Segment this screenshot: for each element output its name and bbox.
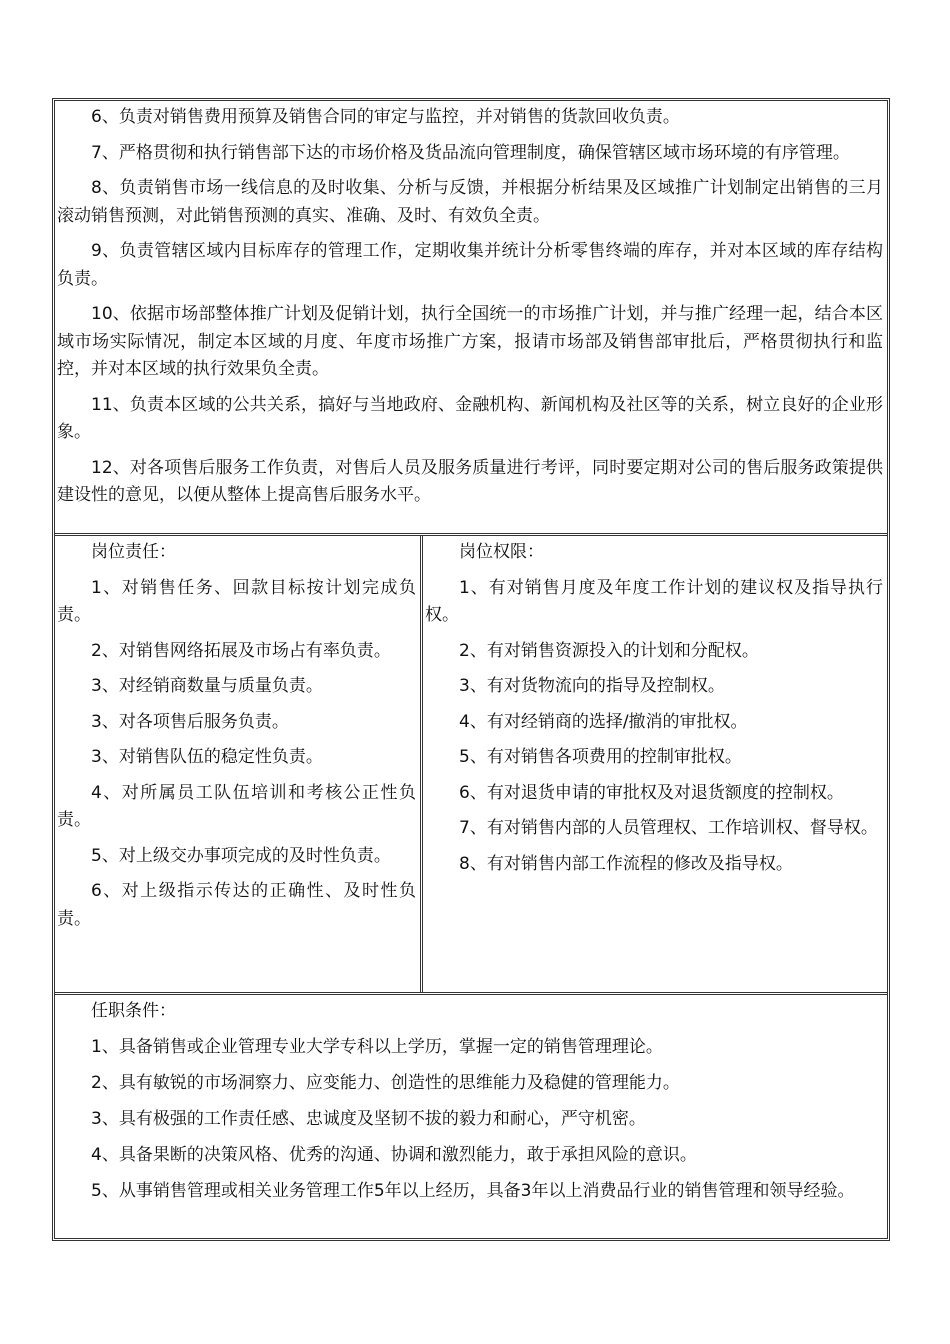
responsibility-item: 3、对销售队伍的稳定性负责。 (91, 747, 323, 767)
responsibility-item: 5、对上级交办事项完成的及时性负责。 (91, 845, 391, 866)
authority-item: 6、有对退货申请的审批权及对退货额度的控制权。 (459, 782, 844, 803)
qualification-item: 3、具有极强的工作责任感、忠诚度及坚韧不拔的毅力和耐心，严守机密。 (91, 1109, 646, 1129)
authority-item: 1、有对销售月度及年度工作计划的建议权及指导执行权。 (425, 577, 883, 625)
duty-item: 7、严格贯彻和执行销售部下达的市场价格及货品流向管理制度，确保管辖区域市场环境的有序管理。 (91, 142, 850, 163)
qualification-item: 4、具备果断的决策风格、优秀的沟通、协调和激烈能力，敢于承担风险的意识。 (91, 1145, 697, 1165)
duty-item: 11、负责本区域的公共关系，搞好与当地政府、金融机构、新闻机构及社区等的关系，树立良好的企业形象。 (57, 394, 883, 442)
duty-item: 6、负责对销售费用预算及销售合同的审定与监控，并对销售的货款回收负责。 (91, 107, 680, 127)
authority-cell (423, 536, 887, 992)
authority-item: 2、有对销售资源投入的计划和分配权。 (459, 640, 759, 661)
responsibility-item: 6、对上级指示传达的正确性、及时性负责。 (57, 881, 416, 929)
responsibility-title: 岗位责任： (91, 542, 176, 562)
duty-item: 12、对各项售后服务工作负责，对售后人员及服务质量进行考评，同时要定期对公司的售后服务政策提供建设性的意见，以便从整体上提高售后服务水平。 (57, 457, 883, 505)
job-description-table (52, 98, 890, 1241)
responsibility-cell (55, 536, 423, 992)
authority-item: 3、有对货物流向的指导及控制权。 (459, 676, 725, 696)
responsibility-item: 1、对销售任务、回款目标按计划完成负责。 (57, 577, 416, 625)
authority-item: 8、有对销售内部工作流程的修改及指导权。 (459, 853, 793, 874)
authority-item: 4、有对经销商的选择/撤消的审批权。 (459, 711, 748, 732)
qualification-item: 2、具有敏锐的市场洞察力、应变能力、创造性的思维能力及稳健的管理能力。 (91, 1073, 680, 1093)
qualification-item: 5、从事销售管理或相关业务管理工作5年以上经历，具备3年以上消费品行业的销售管理和领导经验。 (91, 1181, 855, 1201)
duty-item: 9、负责管辖区域内目标库存的管理工作，定期收集并统计分析零售终端的库存，并对本区域的库存结构负责。 (57, 241, 883, 289)
duty-item: 10、依据市场部整体推广计划及促销计划，执行全国统一的市场推广计划，并与推广经理一起，结合本区域市场实际情况，制定本区域的月度、年度市场推广方案，报请市场部及销售部审批后，严格贯彻执行和监控，并对本区域的执行效果负全责。 (57, 304, 883, 379)
duties-section (55, 101, 887, 536)
responsibility-authority-section (55, 536, 887, 995)
responsibility-item: 4、对所属员工队伍培训和考核公正性负责。 (57, 782, 416, 830)
responsibility-item: 2、对销售网络拓展及市场占有率负责。 (91, 640, 391, 661)
qualifications-section (55, 995, 887, 1238)
authority-item: 5、有对销售各项费用的控制审批权。 (459, 747, 742, 767)
responsibility-item: 3、对经销商数量与质量负责。 (91, 676, 323, 696)
qualification-item: 1、具备销售或企业管理专业大学专科以上学历，掌握一定的销售管理理论。 (91, 1037, 663, 1057)
authority-item: 7、有对销售内部的人员管理权、工作培训权、督导权。 (459, 818, 878, 838)
responsibility-item: 3、对各项售后服务负责。 (91, 711, 289, 732)
qualifications-title: 任职条件： (91, 1001, 176, 1021)
duty-item: 8、负责销售市场一线信息的及时收集、分析与反馈，并根据分析结果及区域推广计划制定出销售的三月滚动销售预测，对此销售预测的真实、准确、及时、有效负全责。 (57, 178, 883, 226)
authority-title: 岗位权限： (459, 542, 544, 562)
